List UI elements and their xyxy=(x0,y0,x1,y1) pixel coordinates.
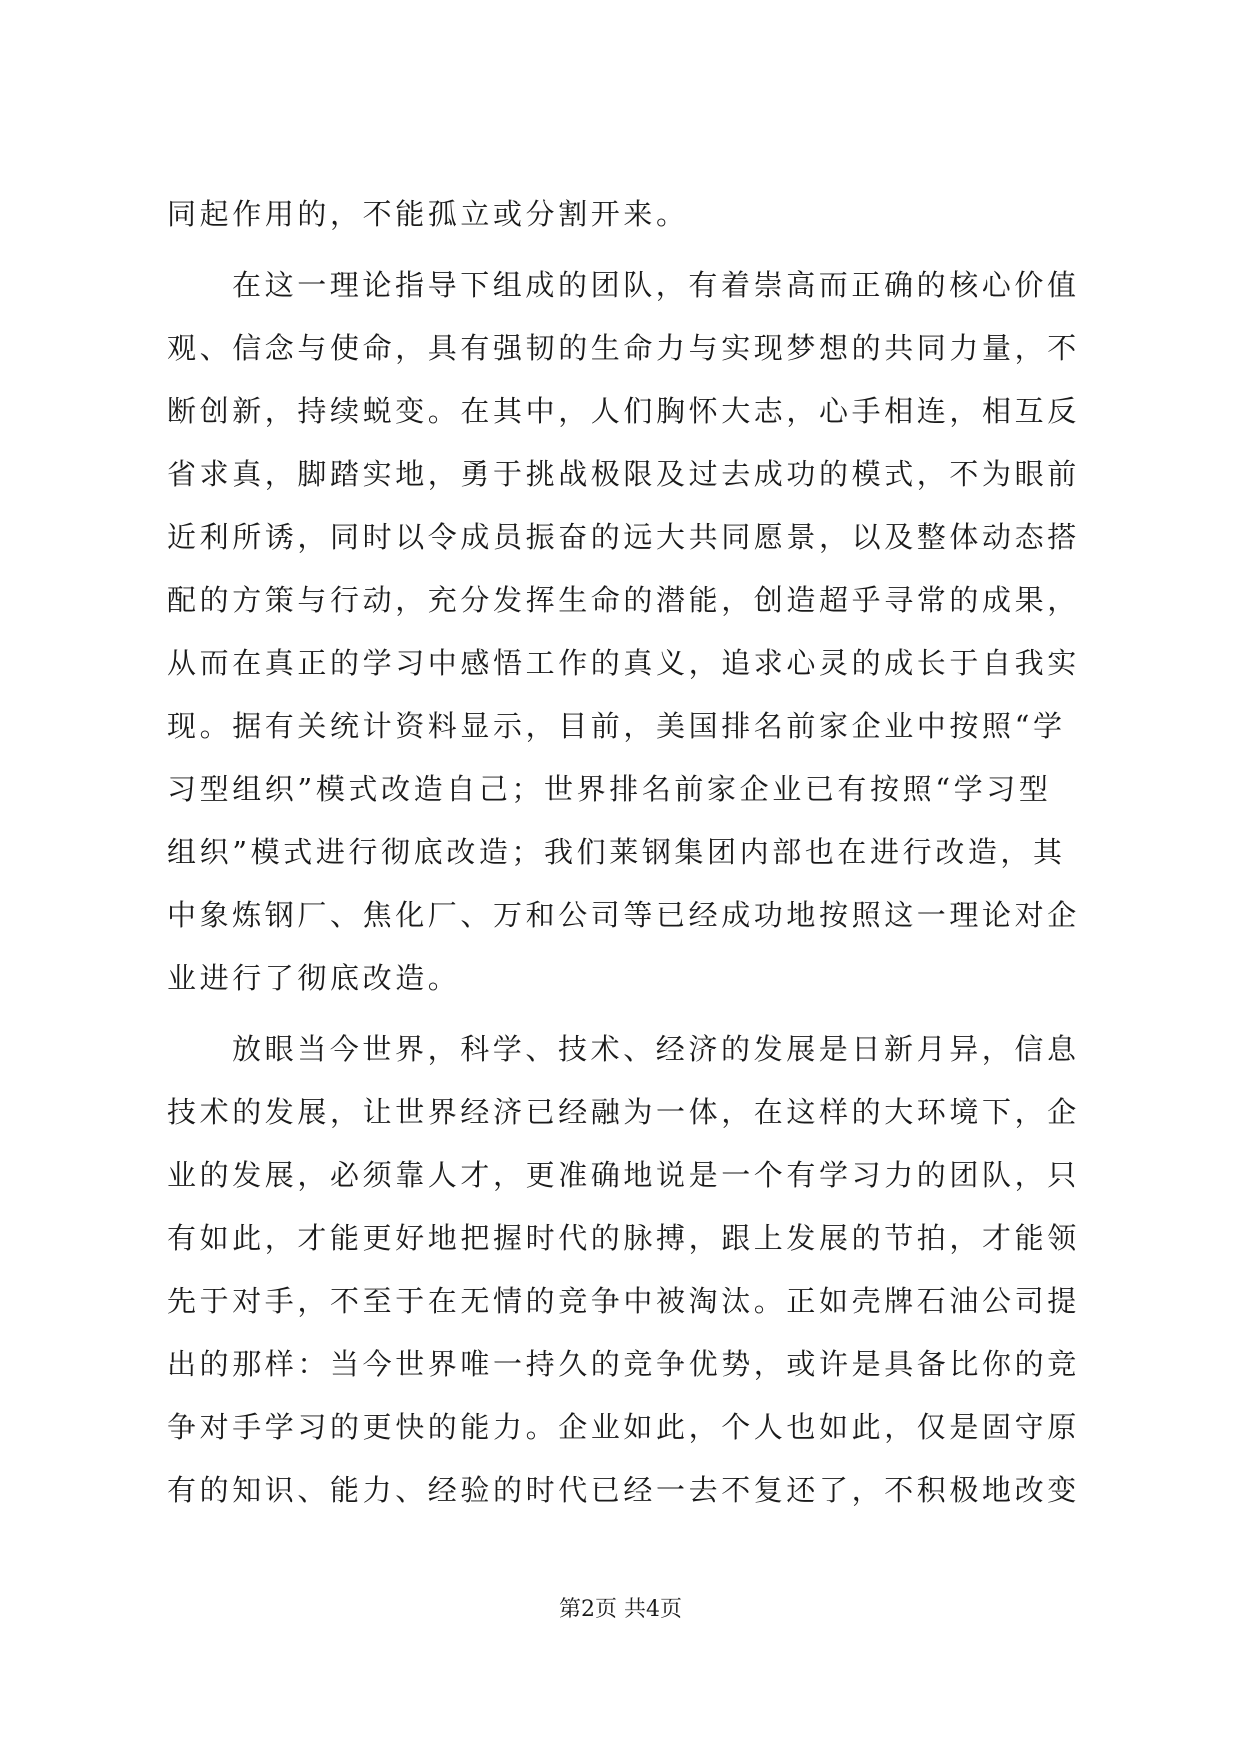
text-line: 中象炼钢厂、焦化厂、万和公司等已经成功地按照这一理论对企 xyxy=(167,898,1080,932)
text-line: 从而在真正的学习中感悟工作的真义，追求心灵的成长于自我实 xyxy=(167,646,1080,680)
text-line: 习型组织”模式改造自己；世界排名前家企业已有按照“学习型 xyxy=(167,772,1052,806)
text-line: 技术的发展，让世界经济已经融为一体，在这样的大环境下，企 xyxy=(167,1095,1080,1129)
text-line: 断创新，持续蜕变。在其中，人们胸怀大志，心手相连，相互反 xyxy=(167,394,1080,428)
text-line: 省求真，脚踏实地，勇于挑战极限及过去成功的模式，不为眼前 xyxy=(167,457,1080,491)
text-line: 业的发展，必须靠人才，更准确地说是一个有学习力的团队，只 xyxy=(167,1158,1080,1192)
text-line: 争对手学习的更快的能力。企业如此，个人也如此，仅是固守原 xyxy=(167,1410,1080,1444)
text-line: 在这一理论指导下组成的团队，有着崇高而正确的核心价值 xyxy=(232,268,1080,302)
text-line: 业进行了彻底改造。 xyxy=(167,961,461,995)
text-line: 先于对手，不至于在无情的竞争中被淘汰。正如壳牌石油公司提 xyxy=(167,1284,1080,1318)
text-line: 组织”模式进行彻底改造；我们莱钢集团内部也在进行改造，其 xyxy=(167,835,1066,869)
text-line: 同起作用的，不能孤立或分割开来。 xyxy=(167,197,689,231)
text-line: 有如此，才能更好地把握时代的脉搏，跟上发展的节拍，才能领 xyxy=(167,1221,1080,1255)
page-number-footer: 第2页 共4页 xyxy=(559,1597,682,1622)
text-line: 出的那样：当今世界唯一持久的竞争优势，或许是具备比你的竞 xyxy=(167,1347,1080,1381)
text-line: 配的方策与行动，充分发挥生命的潜能，创造超乎寻常的成果， xyxy=(167,583,1080,617)
text-line: 放眼当今世界，科学、技术、经济的发展是日新月异，信息 xyxy=(232,1032,1080,1066)
text-line: 近利所诱，同时以令成员振奋的远大共同愿景，以及整体动态搭 xyxy=(167,520,1080,554)
text-line: 观、信念与使命，具有强韧的生命力与实现梦想的共同力量，不 xyxy=(167,331,1080,365)
text-line: 有的知识、能力、经验的时代已经一去不复还了，不积极地改变 xyxy=(167,1473,1080,1507)
text-line: 现。据有关统计资料显示，目前，美国排名前家企业中按照“学 xyxy=(167,709,1066,743)
